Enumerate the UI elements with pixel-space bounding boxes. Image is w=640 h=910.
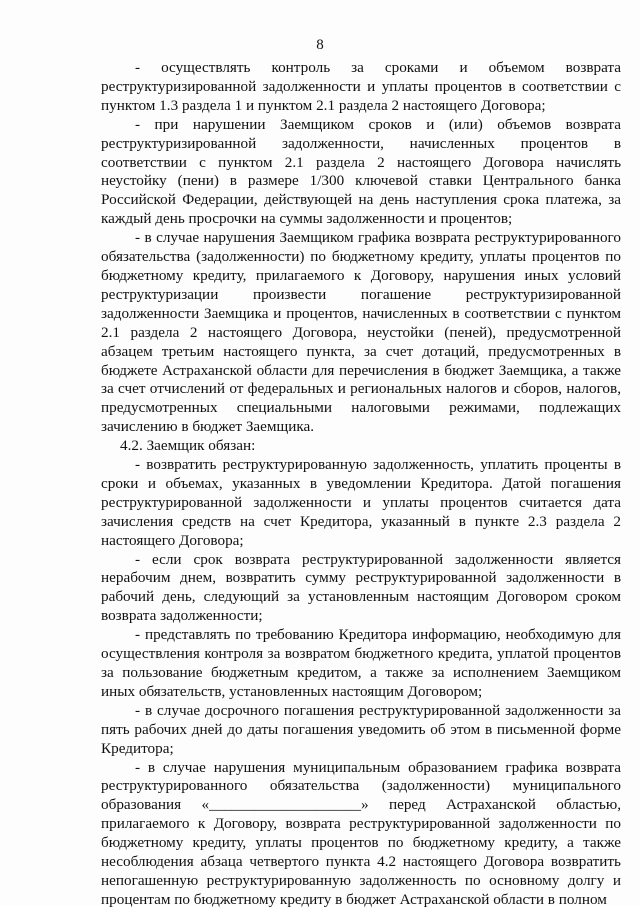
page-number: 8	[316, 37, 324, 53]
paragraph-non-working-day: - если срок возврата реструктурированной задолженности является нерабочим днем, возвратить сумму реструктурированной задолженности в рабочий день, следующий за установленным настоящим Договором сроком возврата задолженности;	[101, 550, 621, 625]
paragraph-provide-information: - представлять по требованию Кредитора информацию, необходимую для осуществления контроля за возвратом бюджетного кредита, уплатой процентов за пользование бюджетным кредитом, а также за исполнением Заемщиком иных обязательств, установленных настоящим Договором;	[101, 626, 621, 700]
paragraph-municipal-breach: - в случае нарушения муниципальным образованием графика возврата реструктурированного обязательства (задолженности) муниципального образования «____________________» перед Астраханской областью, прилагаемого к Договору, возврата реструктурированной задолженности по бюджетному кредиту, уплаты процентов по бюджетному кредиту, а также несоблюдения абзаца четвертого пункта 4.2 настоящего Договора возвратить непогашенную реструктурированную задолженность по основному долгу и процентам по бюджетному кредиту в бюджет Астраханской области в полном	[101, 758, 621, 908]
paragraph-control-return: - осуществлять контроль за сроками и объемом возврата реструктуризированной задолженности и уплаты процентов в соответствии с пунктом 1.3 раздела 1 и пунктом 2.1 раздела 2 настоящего Договора;	[101, 59, 621, 114]
paragraph-repayment-from-subsidies: - в случае нарушения Заемщиком графика возврата реструктурированного обязательства (задолженности) по бюджетному кредиту, уплаты процентов по бюджетному кредиту, прилагаемого к Договору, нарушения иных условий реструктуризации произвести погашение реструктуризированной задолженности Заемщика и процентов, начисленных в соответствии с пунктом 2.1 раздела 2 настоящего Договора, неустойки (пеней), предусмотренной абзацем третьим настоящего пункта, за счет дотаций, предусмотренных в бюджете Астраханской области для перечисления в бюджет Заемщика, а также за счет отчислений от федеральных и региональных налогов и сборов, налогов, предусмотренных специальными налоговыми режимами, подлежащих зачислению в бюджет Заемщика.	[101, 229, 621, 436]
paragraph-early-repayment: - в случае досрочного погашения реструктурированной задолженности за пять рабочих дней до даты погашения уведомить об этом в письменной форме Кредитора;	[101, 701, 621, 757]
document-body	[101, 59, 621, 910]
paragraph-penalty: - при нарушении Заемщиком сроков и (или) объемов возврата реструктуризированной задолженности, начисленных процентов в соответствии с пунктом 2.1 раздела 2 настоящего Договора начислять неустойку (пени) в размере 1/300 ключевой ставки Центрального банка Российской Федерации, действующей на день наступления срока платежа, за каждый день просрочки на суммы задолженности и процентов;	[101, 115, 621, 228]
paragraph-return-debt: - возвратить реструктурированную задолженность, уплатить проценты в сроки и объемах, указанных в уведомлении Кредитора. Датой погашения реструктурированной задолженности и уплаты процентов считается дата зачисления средств на счет Кредитора, указанный в пункте 2.3 раздела 2 настоящего Договора;	[101, 456, 621, 549]
section-heading-4-2: 4.2. Заемщик обязан:	[120, 437, 256, 455]
